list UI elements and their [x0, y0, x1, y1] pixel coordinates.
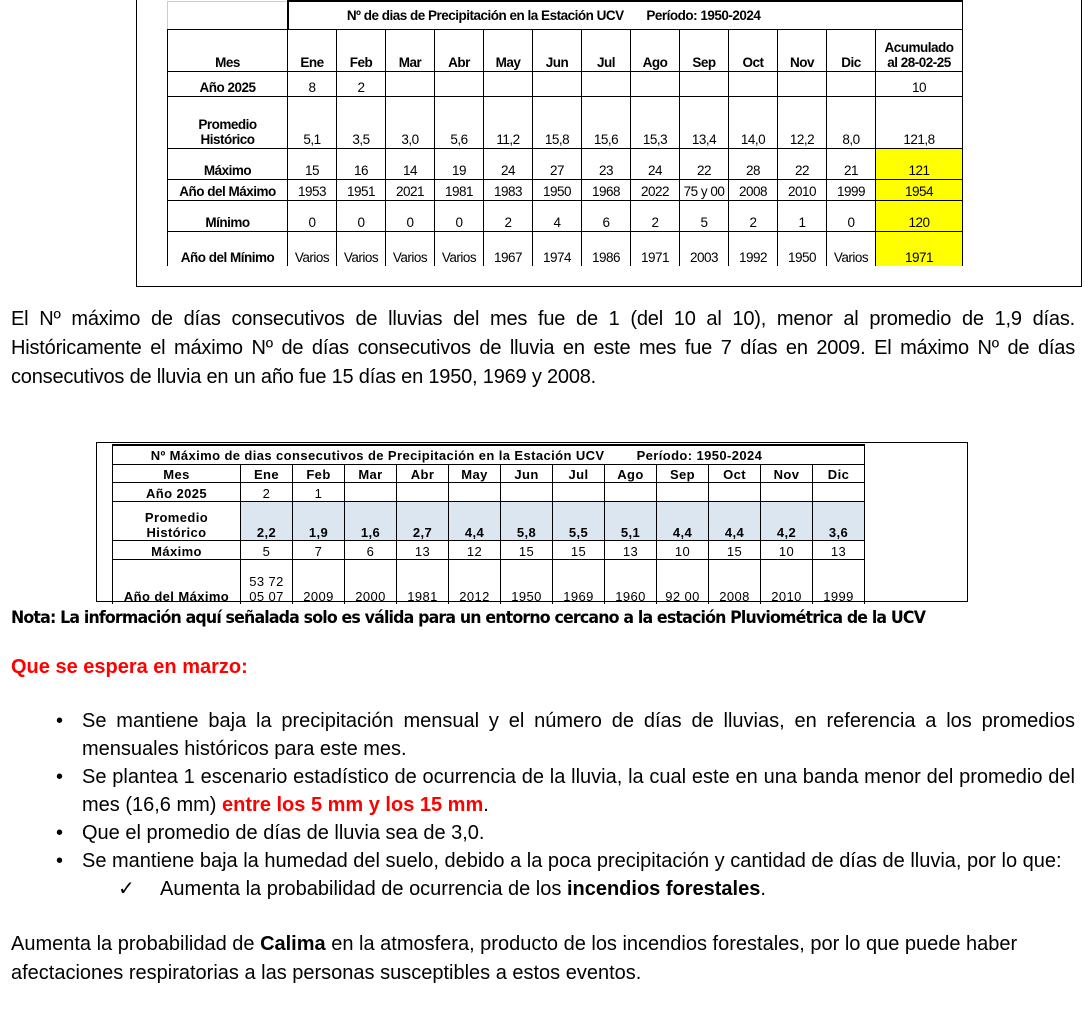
precipitation-days-table	[167, 0, 963, 266]
table1-title	[288, 1, 963, 30]
consecutive-days-paragraph: El Nº máximo de días consecutivos de lluvias del mes fue de 1 (del 10 al 10), menor al promedio de 1,9 días. Históricamente el máximo Nº de días consecutivos de lluvia en este mes fue 7 días en 2009. El máximo Nº de días consecutivos de lluvia en un año fue 15 días en 1950, 1969 y 2008.	[11, 308, 1075, 388]
cell: 14	[386, 149, 435, 180]
header-mes: Mes	[113, 465, 241, 483]
cell: 2	[631, 201, 680, 232]
cell: 13	[397, 541, 449, 560]
cell: 1968	[582, 180, 631, 201]
cell	[827, 72, 876, 97]
cell: 1999	[827, 180, 876, 201]
cell-highlighted: 4,4	[657, 502, 709, 541]
cell-highlighted: 2,2	[241, 502, 293, 541]
cell	[397, 483, 449, 502]
cell	[553, 483, 605, 502]
cell-highlighted: 4,2	[761, 502, 813, 541]
cell: 2010	[761, 560, 813, 605]
accum-header-line2: al 28-02-25	[887, 55, 951, 70]
sub-item-suffix: .	[760, 878, 766, 900]
cell: 8,0	[827, 97, 876, 149]
cell: 1953	[288, 180, 337, 201]
month-header: Feb	[337, 30, 386, 72]
month-header: Ene	[288, 30, 337, 72]
header-mes: Mes	[168, 30, 288, 72]
cell: 16	[337, 149, 386, 180]
cell: 15	[553, 541, 605, 560]
accum-cell-highlighted: 1971	[876, 232, 963, 267]
cell: 14,0	[729, 97, 778, 149]
expectations-list	[0, 707, 1075, 903]
bullet-icon: •	[56, 710, 64, 732]
cell-highlighted: 1,9	[293, 502, 345, 541]
cell	[501, 483, 553, 502]
row-label: Mínimo	[168, 201, 288, 232]
cell: 13	[605, 541, 657, 560]
table-row	[113, 502, 865, 541]
cell-highlighted: 4,4	[709, 502, 761, 541]
cell: 2021	[386, 180, 435, 201]
cell: 15,6	[582, 97, 631, 149]
cell: 1971	[631, 232, 680, 267]
cell: 2	[241, 483, 293, 502]
cell: 27	[533, 149, 582, 180]
cell: Varios	[827, 232, 876, 267]
accum-cell-highlighted: 1954	[876, 180, 963, 201]
cell: 1986	[582, 232, 631, 267]
cell: 1969	[553, 560, 605, 605]
row-label: Máximo	[168, 149, 288, 180]
cell: 2	[337, 72, 386, 97]
sub-item-bold: incendios forestales	[566, 878, 761, 900]
cell: 53 72 05 07	[241, 560, 293, 605]
cell: 23	[582, 149, 631, 180]
table1-header-row	[168, 30, 963, 72]
month-header: Abr	[435, 30, 484, 72]
cell: Varios	[386, 232, 435, 267]
cell: 7	[293, 541, 345, 560]
cell: 5,1	[288, 97, 337, 149]
row-label	[113, 502, 241, 541]
cell: 5	[680, 201, 729, 232]
note-text: Nota: La información aquí señalada solo es válida para un entorno cercano a la estación Pluviométrica de la UCV	[11, 608, 926, 628]
cell-highlighted: 1,6	[345, 502, 397, 541]
cell: 2022	[631, 180, 680, 201]
month-header: Nov	[761, 465, 813, 483]
cell: 1981	[397, 560, 449, 605]
cell: 1983	[484, 180, 533, 201]
table-row	[113, 560, 865, 605]
month-header: Ago	[631, 30, 680, 72]
cell: Varios	[288, 232, 337, 267]
cell: 15	[288, 149, 337, 180]
accum-cell: 10	[876, 72, 963, 97]
bullet-icon: •	[56, 850, 64, 872]
cell	[813, 483, 865, 502]
row-label-line2: Histórico	[200, 132, 255, 147]
cell	[533, 72, 582, 97]
sub-item-text: Aumenta la probabilidad de ocurrencia de los	[160, 878, 567, 900]
section-title: Que se espera en marzo:	[11, 656, 248, 678]
month-header: Dic	[813, 465, 865, 483]
row-label-line1: Promedio	[198, 117, 257, 132]
accum-header-line1: Acumulado	[884, 40, 954, 55]
month-header: Dic	[827, 30, 876, 72]
cell: 92 00	[657, 560, 709, 605]
month-header: Sep	[657, 465, 709, 483]
month-header: Feb	[293, 465, 345, 483]
final-paragraph	[11, 930, 1075, 988]
row-label: Año 2025	[168, 72, 288, 97]
table-row	[113, 541, 865, 560]
cell: 0	[386, 201, 435, 232]
month-header: Mar	[345, 465, 397, 483]
cell: 11,2	[484, 97, 533, 149]
cell: 75 y 00	[680, 180, 729, 201]
month-header: May	[484, 30, 533, 72]
cell	[435, 72, 484, 97]
month-header: Jun	[501, 465, 553, 483]
cell	[386, 72, 435, 97]
row-label-line2: Histórico	[146, 525, 207, 540]
cell: 2	[484, 201, 533, 232]
cell: 6	[582, 201, 631, 232]
cell: 1960	[605, 560, 657, 605]
cell: 1981	[435, 180, 484, 201]
month-header: Ago	[605, 465, 657, 483]
month-header: Ene	[241, 465, 293, 483]
cell: 15,8	[533, 97, 582, 149]
list-item-text: Se mantiene baja la humedad del suelo, debido a la poca precipitación y cantidad de días de lluvia, por lo que:	[82, 850, 1062, 872]
month-header: Oct	[709, 465, 761, 483]
table1-corner	[168, 1, 288, 30]
cell: 22	[680, 149, 729, 180]
list-item	[0, 819, 1075, 847]
list-item	[0, 763, 1075, 819]
cell: 2010	[778, 180, 827, 201]
cell-highlighted: 5,1	[605, 502, 657, 541]
cell	[345, 483, 397, 502]
cell: 0	[827, 201, 876, 232]
cell	[729, 72, 778, 97]
cell: 2003	[680, 232, 729, 267]
month-header: Jul	[582, 30, 631, 72]
cell	[605, 483, 657, 502]
cell: 22	[778, 149, 827, 180]
cell: 2000	[345, 560, 397, 605]
cell: 1950	[533, 180, 582, 201]
cell: 0	[435, 201, 484, 232]
month-header: Jul	[553, 465, 605, 483]
row-label	[168, 97, 288, 149]
table1-period: Período: 1950-2024	[646, 7, 761, 23]
table2-header-row	[113, 465, 865, 483]
month-header: Nov	[778, 30, 827, 72]
cell: 1992	[729, 232, 778, 267]
cell: 15,3	[631, 97, 680, 149]
accum-cell-highlighted: 121	[876, 149, 963, 180]
list-item	[0, 707, 1075, 763]
sub-list-item	[0, 875, 1075, 903]
cell-highlighted: 4,4	[449, 502, 501, 541]
table1-title-text: Nº de dias de Precipitación en la Estación UCV	[346, 7, 624, 23]
cell	[778, 72, 827, 97]
accum-cell: 121,8	[876, 97, 963, 149]
cell: 15	[501, 541, 553, 560]
final-text-suffix: en la atmosfera, producto de los incendios forestales, por lo que puede haber afectaciones respiratorias a las personas susceptibles a estos eventos.	[11, 933, 1018, 984]
cell: 1974	[533, 232, 582, 267]
month-header: Abr	[397, 465, 449, 483]
cell: 10	[761, 541, 813, 560]
cell	[657, 483, 709, 502]
cell: 13,4	[680, 97, 729, 149]
table2-period: Período: 1950-2024	[636, 447, 763, 463]
cell: 6	[345, 541, 397, 560]
bullet-icon: •	[56, 766, 64, 788]
cell: 0	[337, 201, 386, 232]
month-header: May	[449, 465, 501, 483]
cell: 12,2	[778, 97, 827, 149]
table-row	[168, 149, 963, 180]
cell	[582, 72, 631, 97]
month-header: Oct	[729, 30, 778, 72]
cell: 24	[484, 149, 533, 180]
list-item	[0, 847, 1075, 875]
final-text-prefix: Aumenta la probabilidad de	[11, 933, 261, 955]
list-item-suffix: .	[483, 794, 489, 816]
cell: 5	[241, 541, 293, 560]
cell: 2012	[449, 560, 501, 605]
consecutive-days-table	[112, 444, 865, 604]
cell: 1999	[813, 560, 865, 605]
row-label: Año del Mínimo	[168, 232, 288, 267]
table-row	[168, 180, 963, 201]
cell	[680, 72, 729, 97]
table-row	[168, 201, 963, 232]
cell: 12	[449, 541, 501, 560]
accum-header	[876, 30, 963, 72]
cell: 2	[729, 201, 778, 232]
cell: 21	[827, 149, 876, 180]
table2-title-text: Nº Máximo de dias consecutivos de Precipitación en la Estación UCV	[150, 447, 605, 463]
month-header: Mar	[386, 30, 435, 72]
cell	[631, 72, 680, 97]
cell: Varios	[337, 232, 386, 267]
cell: 1950	[778, 232, 827, 267]
cell: 1	[778, 201, 827, 232]
cell: 19	[435, 149, 484, 180]
final-text-bold: Calima	[260, 933, 326, 955]
cell-highlighted: 2,7	[397, 502, 449, 541]
cell: 3,0	[386, 97, 435, 149]
table-row	[168, 232, 963, 267]
cell: 13	[813, 541, 865, 560]
cell: 2008	[729, 180, 778, 201]
row-label: Año del Máximo	[113, 560, 241, 605]
list-item-text: Que el promedio de días de lluvia sea de 3,0.	[82, 822, 485, 844]
cell: 10	[657, 541, 709, 560]
cell: Varios	[435, 232, 484, 267]
row-label: Año del Máximo	[168, 180, 288, 201]
cell: 1	[293, 483, 345, 502]
bullet-icon: •	[56, 822, 64, 844]
table2-title	[113, 445, 865, 465]
cell-highlighted: 5,8	[501, 502, 553, 541]
table-row	[168, 72, 963, 97]
table-row	[113, 483, 865, 502]
cell: 1951	[337, 180, 386, 201]
cell: 8	[288, 72, 337, 97]
cell: 1950	[501, 560, 553, 605]
cell: 3,5	[337, 97, 386, 149]
cell: 1967	[484, 232, 533, 267]
cell: 5,6	[435, 97, 484, 149]
cell: 24	[631, 149, 680, 180]
cell-highlighted: 3,6	[813, 502, 865, 541]
cell-highlighted: 5,5	[553, 502, 605, 541]
table-row	[168, 97, 963, 149]
list-item-text: Se plantea 1 escenario estadístico de ocurrencia de la lluvia, la cual este en una banda menor del promedio del mes (16,6 mm)	[82, 766, 1075, 816]
checkmark-icon: ✓	[118, 878, 135, 900]
row-label: Año 2025	[113, 483, 241, 502]
cell: 2009	[293, 560, 345, 605]
cell	[709, 483, 761, 502]
list-item-text: Se mantiene baja la precipitación mensual y el número de días de lluvias, en referencia a los promedios mensuales históricos para este mes.	[82, 710, 1075, 760]
cell	[484, 72, 533, 97]
cell: 2008	[709, 560, 761, 605]
cell: 4	[533, 201, 582, 232]
cell	[449, 483, 501, 502]
cell: 15	[709, 541, 761, 560]
cell: 0	[288, 201, 337, 232]
accum-cell-highlighted: 120	[876, 201, 963, 232]
month-header: Sep	[680, 30, 729, 72]
cell	[761, 483, 813, 502]
row-label: Máximo	[113, 541, 241, 560]
month-header: Jun	[533, 30, 582, 72]
highlighted-range: entre los 5 mm y los 15 mm	[222, 794, 484, 816]
cell: 28	[729, 149, 778, 180]
row-label-line1: Promedio	[144, 510, 209, 525]
